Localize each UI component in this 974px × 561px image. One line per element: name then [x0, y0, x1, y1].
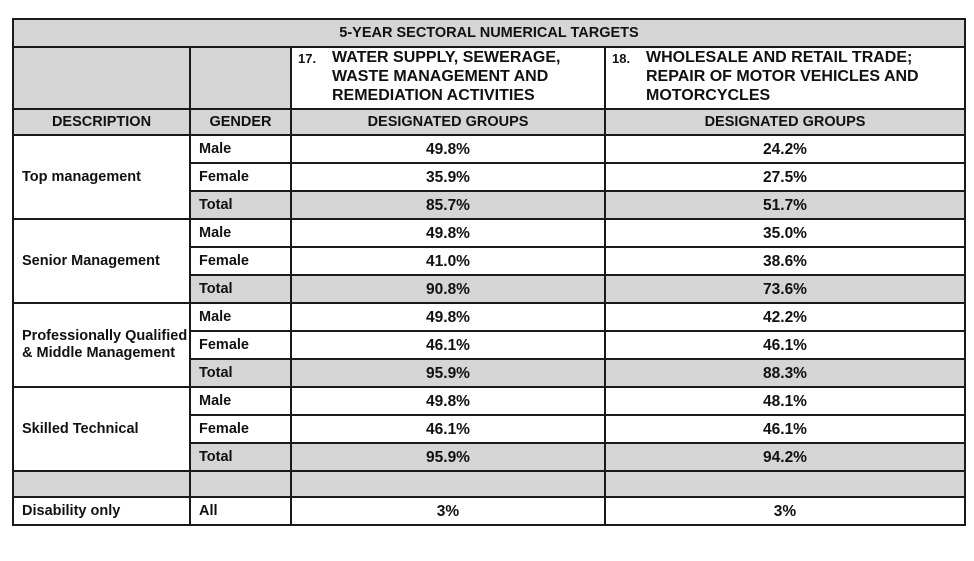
group-description: Top management	[13, 135, 190, 219]
total-label-cell: Total	[190, 275, 291, 303]
gender-cell: Female	[190, 247, 291, 275]
sector-18-header	[605, 47, 965, 109]
sector-18-value: 48.1%	[605, 387, 965, 415]
gender-cell: Male	[190, 135, 291, 163]
sector-18-value: 42.2%	[605, 303, 965, 331]
gender-cell: Female	[190, 163, 291, 191]
sector-18-total: 88.3%	[605, 359, 965, 387]
total-label-cell: Total	[190, 359, 291, 387]
sector-18-column-header: DESIGNATED GROUPS	[605, 109, 965, 135]
sector-17-value: 49.8%	[291, 303, 605, 331]
total-label-cell: Total	[190, 191, 291, 219]
group-description: Professionally Qualified & Middle Management	[13, 303, 190, 387]
gender-cell: Female	[190, 415, 291, 443]
sector-18-value: 46.1%	[605, 331, 965, 359]
disability-sector-17-value: 3%	[291, 497, 605, 525]
spacer-cell	[13, 471, 190, 497]
disability-sector-18-value: 3%	[605, 497, 965, 525]
sector-17-value: 46.1%	[291, 415, 605, 443]
spacer-cell	[190, 471, 291, 497]
total-label-cell: Total	[190, 443, 291, 471]
sector-17-value: 46.1%	[291, 331, 605, 359]
group-description: Skilled Technical	[13, 387, 190, 471]
table-title: 5-YEAR SECTORAL NUMERICAL TARGETS	[13, 19, 965, 47]
sector-18-name: WHOLESALE AND RETAIL TRADE; REPAIR OF MOTOR VEHICLES AND MOTORCYCLES	[646, 49, 919, 104]
gender-cell: Male	[190, 303, 291, 331]
sector-17-column-header: DESIGNATED GROUPS	[291, 109, 605, 135]
sector-18-total: 94.2%	[605, 443, 965, 471]
sector-17-value: 41.0%	[291, 247, 605, 275]
sector-17-value: 35.9%	[291, 163, 605, 191]
gender-column-header: GENDER	[190, 109, 291, 135]
spacer-cell	[605, 471, 965, 497]
sector-18-value: 27.5%	[605, 163, 965, 191]
sector-17-name: WATER SUPPLY, SEWERAGE, WASTE MANAGEMENT AND REMEDIATION ACTIVITIES	[332, 49, 561, 104]
sector-17-total: 95.9%	[291, 443, 605, 471]
disability-description: Disability only	[13, 497, 190, 525]
sector-18-total: 51.7%	[605, 191, 965, 219]
gender-cell: Male	[190, 387, 291, 415]
sector-17-total: 95.9%	[291, 359, 605, 387]
sector-18-value: 24.2%	[605, 135, 965, 163]
sector-17-value: 49.8%	[291, 387, 605, 415]
sector-17-value: 49.8%	[291, 135, 605, 163]
description-column-header: DESCRIPTION	[13, 109, 190, 135]
disability-gender: All	[190, 497, 291, 525]
sector-17-header	[291, 47, 605, 109]
gender-cell: Female	[190, 331, 291, 359]
sector-18-value: 46.1%	[605, 415, 965, 443]
blank-header-cell	[13, 47, 190, 109]
targets-table-wrapper	[12, 18, 966, 526]
sector-17-number: 17.	[298, 51, 317, 66]
sectoral-targets-table	[12, 18, 966, 526]
blank-header-cell	[190, 47, 291, 109]
sector-17-total: 85.7%	[291, 191, 605, 219]
sector-18-value: 38.6%	[605, 247, 965, 275]
sector-18-total: 73.6%	[605, 275, 965, 303]
gender-cell: Male	[190, 219, 291, 247]
sector-17-value: 49.8%	[291, 219, 605, 247]
group-description: Senior Management	[13, 219, 190, 303]
sector-18-number: 18.	[612, 51, 631, 66]
sector-17-total: 90.8%	[291, 275, 605, 303]
sector-18-value: 35.0%	[605, 219, 965, 247]
spacer-cell	[291, 471, 605, 497]
